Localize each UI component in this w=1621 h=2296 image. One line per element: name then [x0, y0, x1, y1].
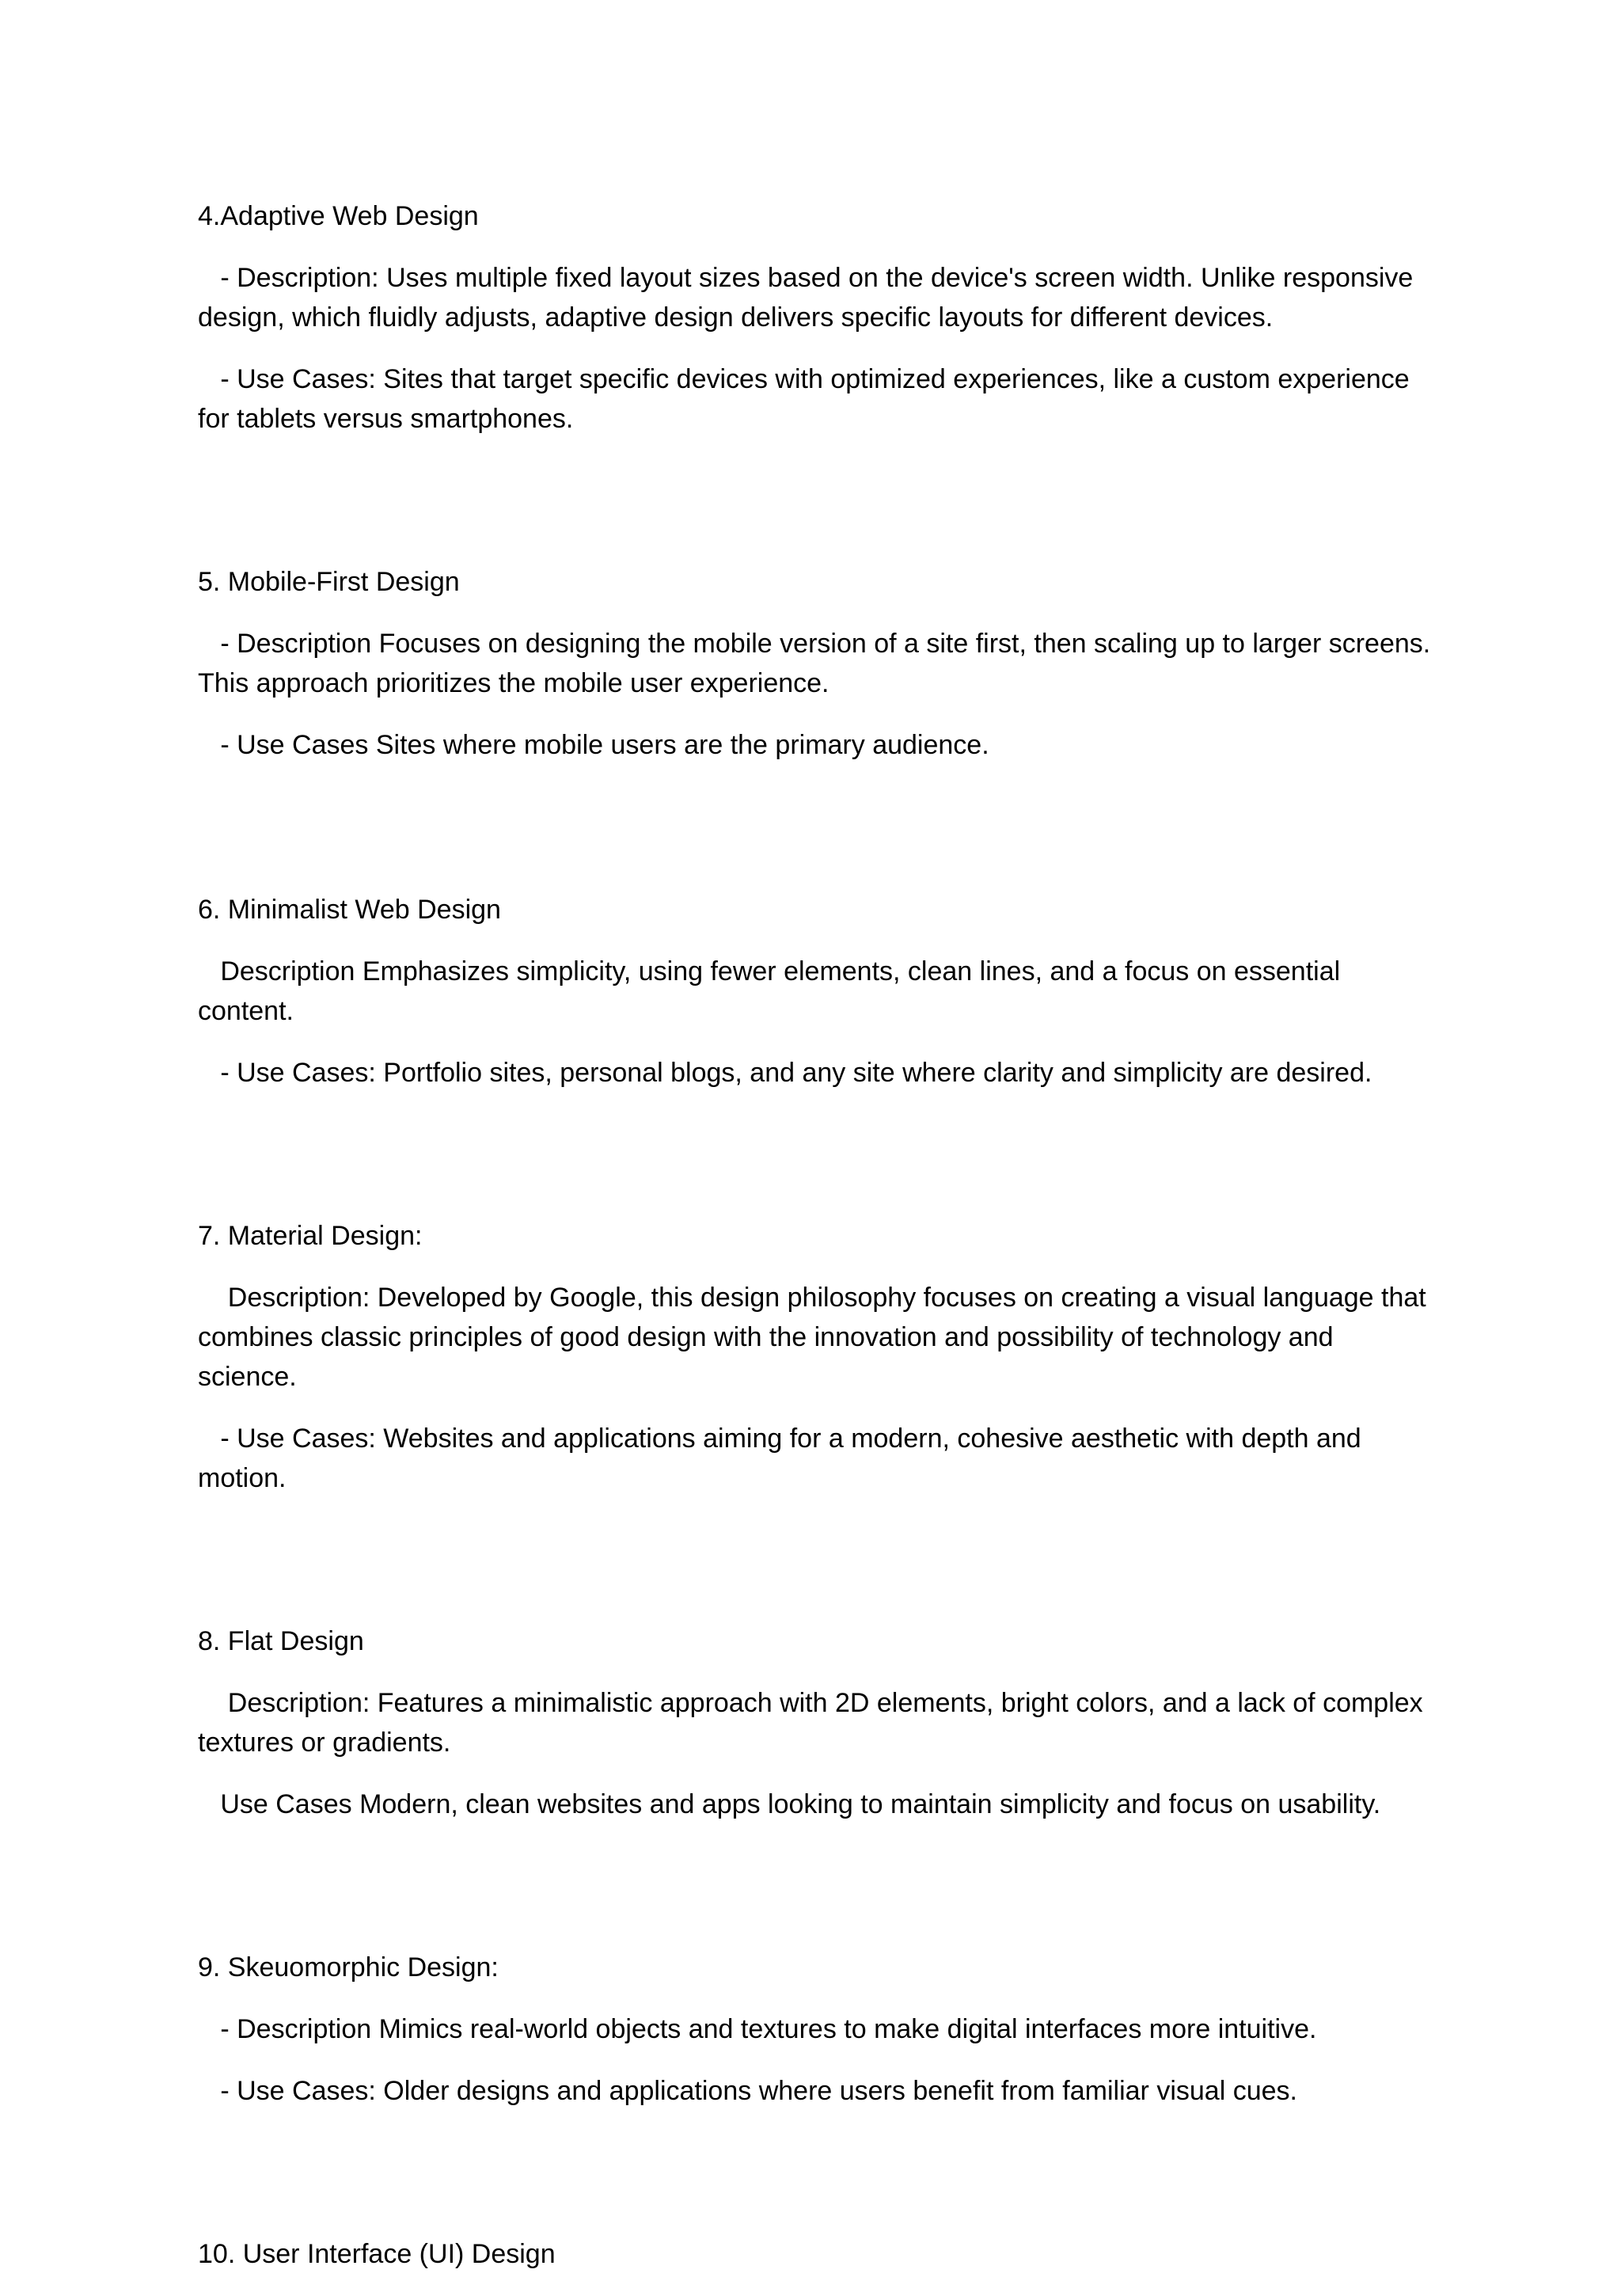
section-heading: 4.Adaptive Web Design: [198, 201, 479, 231]
section-user-interface-design: [198, 2234, 1433, 2274]
section-spacer: [198, 1520, 1433, 1621]
section-flat-design: [198, 1621, 1433, 1824]
section-heading: 7. Material Design:: [198, 1221, 423, 1251]
section-heading: 10. User Interface (UI) Design: [198, 2239, 556, 2269]
section-heading: 5. Mobile-First Design: [198, 567, 460, 597]
use-cases-paragraph: - Use Cases: Sites that target specific devices with optimized experiences, like a custom experience for tablets versus smartphones.: [198, 364, 1418, 434]
section-adaptive-web-design: [198, 196, 1433, 439]
section-minimalist-web-design: [198, 890, 1433, 1093]
section-heading: 6. Minimalist Web Design: [198, 895, 501, 925]
section-spacer: [198, 2133, 1433, 2234]
use-cases-paragraph: - Use Cases: Portfolio sites, personal blogs, and any site where clarity and simplicity are desired.: [198, 1058, 1372, 1088]
section-heading: 9. Skeuomorphic Design:: [198, 1952, 499, 1982]
use-cases-paragraph: - Use Cases Sites where mobile users are the primary audience.: [198, 730, 989, 760]
description-paragraph: - Description Focuses on designing the mobile version of a site first, then scaling up to larger screens. This approach prioritizes the mobile user experience.: [198, 629, 1438, 698]
document-body: [198, 196, 1438, 2296]
description-paragraph: Description: Features a minimalistic approach with 2D elements, bright colors, and a lack of complex textures or gradients.: [198, 1688, 1431, 1758]
section-spacer: [198, 1846, 1433, 1948]
section-material-design: [198, 1216, 1433, 1498]
section-skeuomorphic-design: [198, 1948, 1433, 2111]
description-paragraph: Description: Developed by Google, this design philosophy focuses on creating a visual language that combines classic principles of good design with the innovation and possibility of technology and science.: [198, 1283, 1434, 1392]
section-spacer: [198, 1115, 1433, 1216]
section-spacer: [198, 787, 1433, 890]
description-paragraph: - Description: Uses multiple fixed layout sizes based on the device's screen width. Unlike responsive design, which fluidly adjusts, adaptive design delivers specific layouts for different devices.: [198, 263, 1421, 333]
section-heading: 8. Flat Design: [198, 1626, 364, 1656]
use-cases-paragraph: - Use Cases: Older designs and applications where users benefit from familiar visual cues.: [198, 2076, 1297, 2106]
use-cases-paragraph: Use Cases Modern, clean websites and apps looking to maintain simplicity and focus on usability.: [198, 1789, 1381, 1819]
section-mobile-first-design: [198, 562, 1438, 765]
description-paragraph: - Description Mimics real-world objects and textures to make digital interfaces more intuitive.: [198, 2014, 1317, 2044]
use-cases-paragraph: - Use Cases: Websites and applications aiming for a modern, cohesive aesthetic with depth and motion.: [198, 1424, 1369, 1493]
section-spacer: [198, 461, 1433, 562]
description-paragraph: Description Emphasizes simplicity, using fewer elements, clean lines, and a focus on essential content.: [198, 956, 1348, 1026]
